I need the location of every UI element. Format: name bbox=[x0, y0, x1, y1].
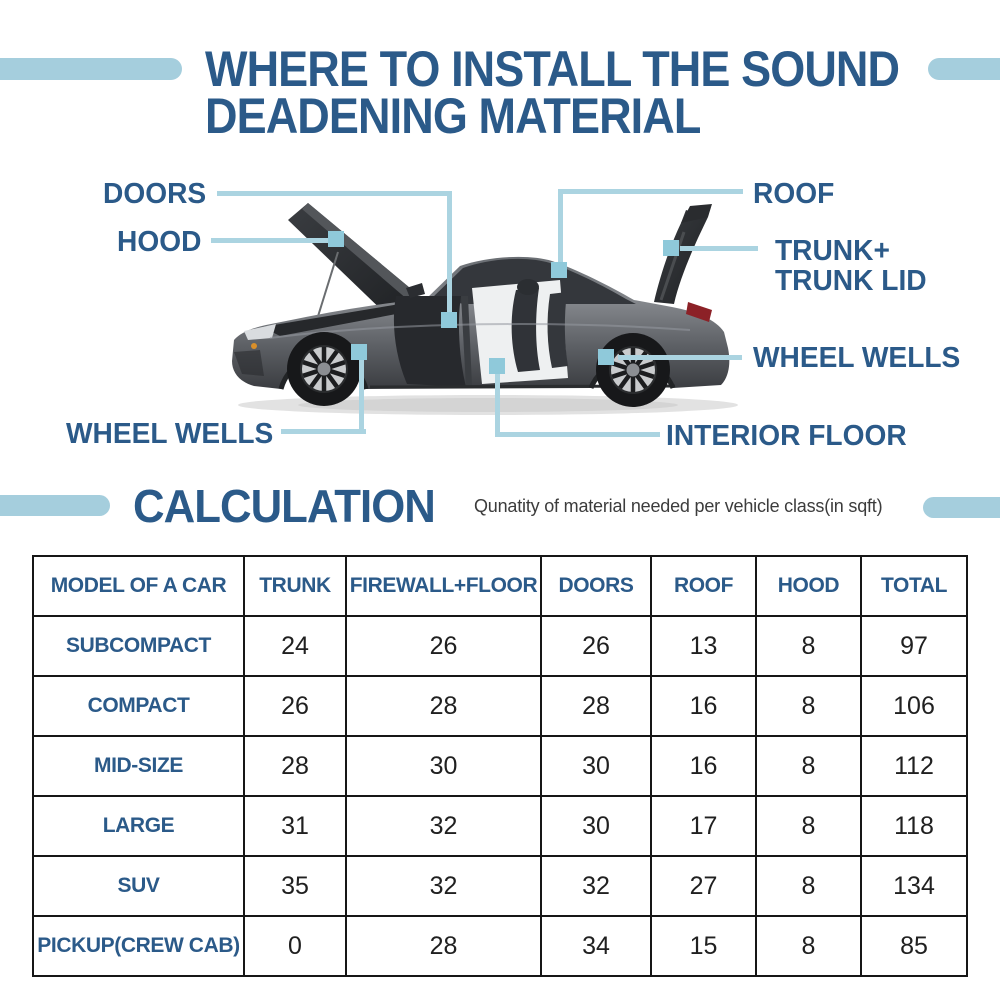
value-cell: 32 bbox=[346, 796, 541, 856]
calculation-accent-bar-left bbox=[0, 495, 110, 516]
table-row-suv bbox=[33, 856, 967, 916]
label-trunk-line1: TRUNK+ bbox=[775, 235, 890, 267]
value-cell: 17 bbox=[651, 796, 756, 856]
table-row-pickup bbox=[33, 916, 967, 976]
value-cell: 134 bbox=[861, 856, 967, 916]
value-cell: 27 bbox=[651, 856, 756, 916]
value-cell: 32 bbox=[346, 856, 541, 916]
calculation-accent-bar-right bbox=[923, 497, 1000, 518]
wheel-wells-left-connector-node bbox=[351, 344, 367, 360]
value-cell: 28 bbox=[346, 676, 541, 736]
value-cell: 30 bbox=[541, 736, 651, 796]
value-cell: 16 bbox=[651, 736, 756, 796]
table-row-large bbox=[33, 796, 967, 856]
value-cell: 106 bbox=[861, 676, 967, 736]
wheel-wells-left-connector-line-vertical bbox=[359, 353, 364, 434]
table-row-compact bbox=[33, 676, 967, 736]
value-cell: 112 bbox=[861, 736, 967, 796]
page-title-line2: DEADENING MATERIAL bbox=[205, 88, 701, 144]
label-wheel-wells-left: WHEEL WELLS bbox=[66, 418, 274, 450]
column-header-trunk: TRUNK bbox=[244, 556, 346, 616]
wheel-wells-right-connector-line bbox=[618, 355, 742, 360]
value-cell: 26 bbox=[346, 616, 541, 676]
value-cell: 26 bbox=[541, 616, 651, 676]
value-cell: 32 bbox=[541, 856, 651, 916]
interior-floor-connector-line-vertical bbox=[495, 367, 500, 437]
label-trunk bbox=[775, 236, 927, 296]
value-cell: 8 bbox=[756, 736, 861, 796]
label-doors: DOORS bbox=[103, 178, 207, 210]
value-cell: 28 bbox=[541, 676, 651, 736]
roof-connector-line-vertical bbox=[558, 189, 563, 267]
column-header-roof: ROOF bbox=[651, 556, 756, 616]
value-cell: 35 bbox=[244, 856, 346, 916]
hood-connector-line bbox=[211, 238, 331, 243]
roof-connector-line bbox=[558, 189, 743, 194]
hood-connector-node bbox=[328, 231, 344, 247]
label-trunk-line2: TRUNK LID bbox=[775, 265, 927, 297]
trunk-connector-node bbox=[663, 240, 679, 256]
model-cell: SUV bbox=[33, 856, 244, 916]
interior-floor-connector-node bbox=[489, 358, 505, 374]
value-cell: 15 bbox=[651, 916, 756, 976]
model-cell: PICKUP(CREW CAB) bbox=[33, 916, 244, 976]
value-cell: 97 bbox=[861, 616, 967, 676]
rear-wheel bbox=[596, 333, 670, 407]
label-roof: ROOF bbox=[753, 178, 835, 210]
doors-connector-node bbox=[441, 312, 457, 328]
value-cell: 24 bbox=[244, 616, 346, 676]
table-row-mid-size bbox=[33, 736, 967, 796]
value-cell: 85 bbox=[861, 916, 967, 976]
value-cell: 8 bbox=[756, 916, 861, 976]
label-interior-floor: INTERIOR FLOOR bbox=[666, 420, 907, 452]
column-header-firewall-floor: FIREWALL+FLOOR bbox=[346, 556, 541, 616]
label-hood: HOOD bbox=[117, 226, 202, 258]
value-cell: 34 bbox=[541, 916, 651, 976]
value-cell: 118 bbox=[861, 796, 967, 856]
value-cell: 16 bbox=[651, 676, 756, 736]
model-cell: LARGE bbox=[33, 796, 244, 856]
interior-floor-connector-line bbox=[497, 432, 660, 437]
value-cell: 0 bbox=[244, 916, 346, 976]
model-cell: SUBCOMPACT bbox=[33, 616, 244, 676]
trunk-connector-line bbox=[680, 246, 758, 251]
quantity-table bbox=[32, 555, 968, 977]
title-accent-bar-left bbox=[0, 58, 182, 80]
doors-connector-line bbox=[217, 191, 452, 196]
column-header-model: MODEL OF A CAR bbox=[33, 556, 244, 616]
value-cell: 8 bbox=[756, 616, 861, 676]
page-title-line1: WHERE TO INSTALL THE SOUND bbox=[205, 41, 900, 97]
value-cell: 30 bbox=[346, 736, 541, 796]
value-cell: 31 bbox=[244, 796, 346, 856]
value-cell: 8 bbox=[756, 796, 861, 856]
column-header-hood: HOOD bbox=[756, 556, 861, 616]
value-cell: 8 bbox=[756, 676, 861, 736]
wheel-wells-left-connector-line bbox=[281, 429, 366, 434]
calculation-subtitle: Qunatity of material needed per vehicle class(in sqft) bbox=[474, 496, 883, 516]
value-cell: 30 bbox=[541, 796, 651, 856]
page-title bbox=[205, 41, 900, 144]
roof-connector-node bbox=[551, 262, 567, 278]
value-cell: 13 bbox=[651, 616, 756, 676]
column-header-total: TOTAL bbox=[861, 556, 967, 616]
front-wheel bbox=[287, 332, 361, 406]
value-cell: 28 bbox=[346, 916, 541, 976]
title-accent-bar-right bbox=[928, 58, 1000, 80]
model-cell: COMPACT bbox=[33, 676, 244, 736]
column-header-doors: DOORS bbox=[541, 556, 651, 616]
value-cell: 28 bbox=[244, 736, 346, 796]
wheel-wells-right-connector-node bbox=[598, 349, 614, 365]
table-header-row bbox=[33, 556, 967, 616]
doors-connector-line-vertical bbox=[447, 191, 452, 318]
value-cell: 26 bbox=[244, 676, 346, 736]
model-cell: MID-SIZE bbox=[33, 736, 244, 796]
label-wheel-wells-right: WHEEL WELLS bbox=[753, 342, 961, 374]
calculation-title: CALCULATION bbox=[133, 480, 435, 532]
table-row-subcompact bbox=[33, 616, 967, 676]
value-cell: 8 bbox=[756, 856, 861, 916]
